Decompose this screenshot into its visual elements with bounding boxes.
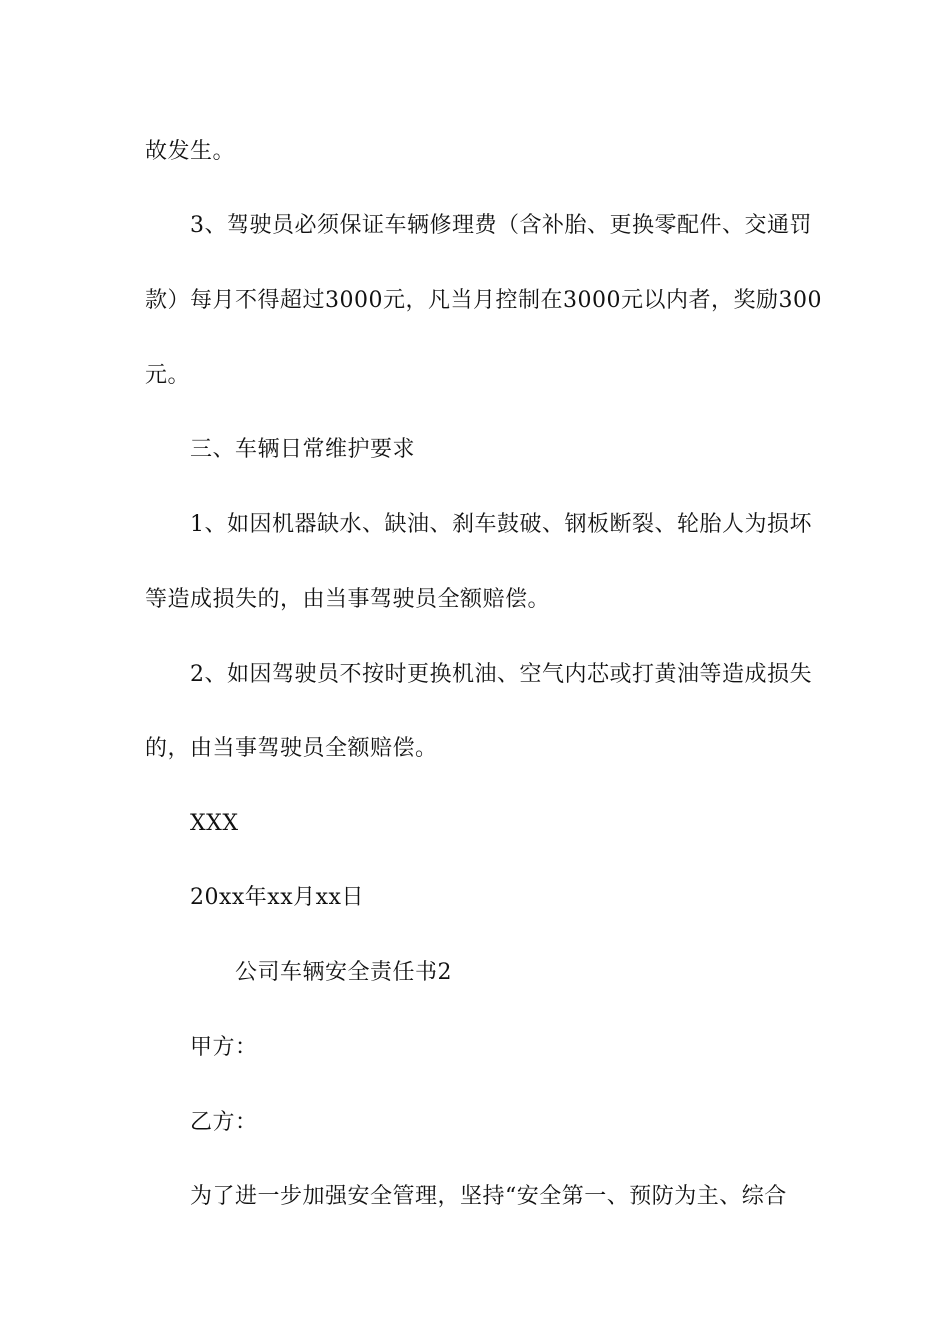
text-line: 为了进一步加强安全管理，坚持“安全第一、预防为主、综合 bbox=[190, 1184, 787, 1209]
text-line: 2、如因驾驶员不按时更换机油、空气内芯或打黄油等造成损失 bbox=[190, 662, 812, 687]
section-heading: 三、车辆日常维护要求 bbox=[190, 437, 416, 462]
text-line: 故发生。 bbox=[145, 139, 236, 164]
party-a-label: 甲方： bbox=[190, 1035, 258, 1060]
signature-date: 20xx年xx月xx日 bbox=[190, 885, 364, 910]
text-line: 1、如因机器缺水、缺油、刹车鼓破、钢板断裂、轮胎人为损坏 bbox=[190, 512, 812, 537]
document-title: 公司车辆安全责任书2 bbox=[235, 960, 452, 985]
text-line: 3、驾驶员必须保证车辆修理费（含补胎、更换零配件、交通罚 bbox=[190, 213, 812, 238]
signature-name: XXX bbox=[190, 811, 239, 836]
text-line: 的，由当事驾驶员全额赔偿。 bbox=[145, 736, 438, 761]
text-line: 元。 bbox=[145, 363, 191, 388]
text-line: 等造成损失的，由当事驾驶员全额赔偿。 bbox=[145, 587, 551, 612]
party-b-label: 乙方： bbox=[190, 1110, 258, 1135]
text-line: 款）每月不得超过3000元，凡当月控制在3000元以内者，奖励300 bbox=[145, 288, 822, 313]
